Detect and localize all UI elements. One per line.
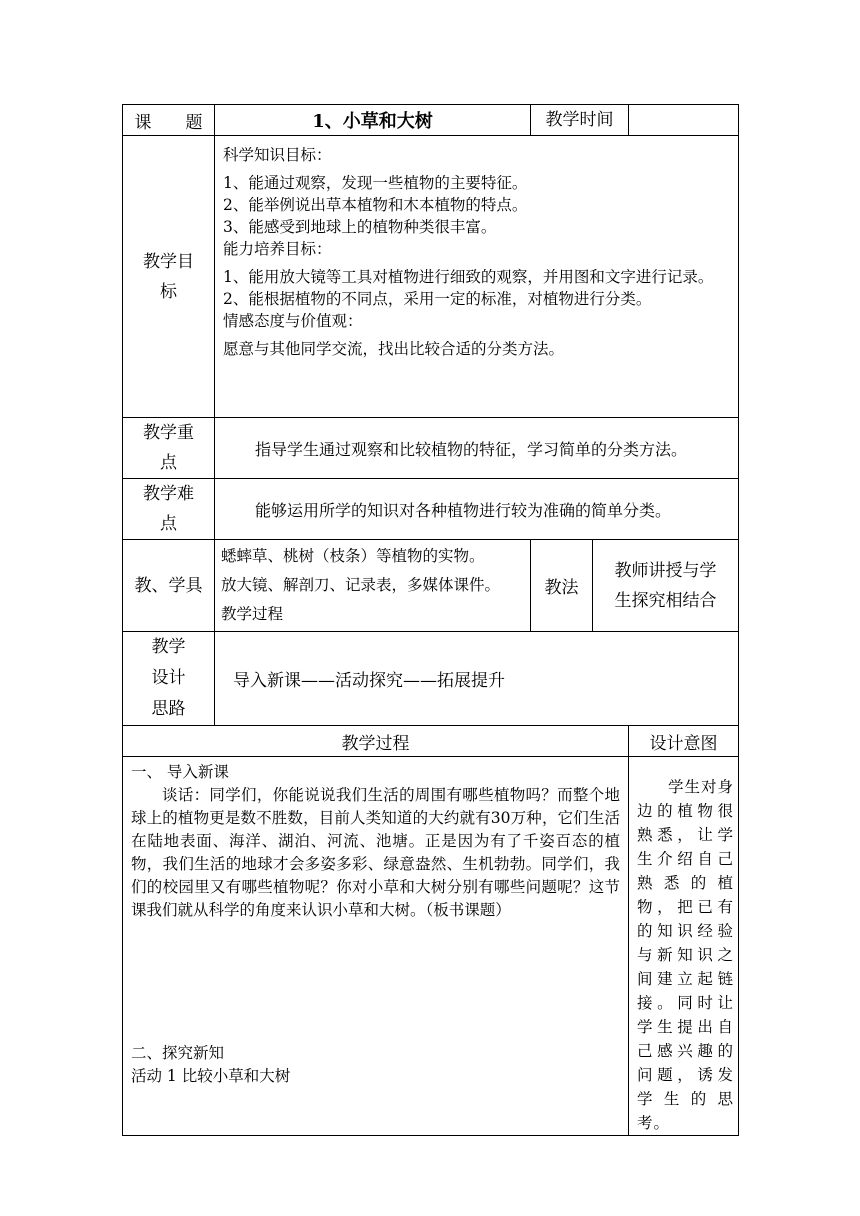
tools-label: 教、学具 <box>123 540 215 632</box>
process-content <box>123 757 629 1136</box>
section-heading-intro: 一、 导入新课 <box>131 763 229 781</box>
design-text: 导入新课——活动探究——拓展提升 <box>215 632 739 726</box>
key-point-label-line1: 教学重 <box>143 423 194 443</box>
intent-header: 设计意图 <box>629 726 739 757</box>
difficulty-text: 能够运用所学的知识对各种植物进行较为准确的简单分类。 <box>215 479 739 540</box>
goals-label-line1: 教学目 <box>143 251 194 272</box>
intent-text: 学生对身边的植物很熟悉，让学生介绍自己熟悉的植物，把已有的知识经验与新知识之间建立起链接。同时让学生提出自己感兴趣的问题，诱发学生的思考。 <box>637 778 735 1132</box>
header-row <box>123 105 739 136</box>
difficulty-label-line1: 教学难 <box>143 484 194 504</box>
design-label-line: 设计 <box>151 668 186 688</box>
design-label-line: 思路 <box>151 699 186 719</box>
science-goal-item: 2、能举例说出草本植物和木本植物的特点。 <box>223 196 528 214</box>
goals-label-line2: 标 <box>160 281 177 302</box>
ability-goal-item: 2、能根据植物的不同点，采用一定的标准，对植物进行分类。 <box>223 290 652 308</box>
lesson-plan-table <box>122 104 739 1136</box>
process-row <box>123 757 739 1136</box>
design-label-line: 教学 <box>151 637 186 657</box>
method-label: 教法 <box>531 540 593 632</box>
subject-label-right: 题 <box>185 112 203 133</box>
time-value[interactable] <box>629 105 739 136</box>
key-point-text: 指导学生通过观察和比较植物的特征，学习简单的分类方法。 <box>215 418 739 479</box>
goals-content <box>215 136 739 418</box>
lesson-title: 1、小草和大树 <box>215 105 531 136</box>
emotion-goals-heading: 情感态度与价值观： <box>223 312 363 330</box>
goals-label <box>123 136 215 418</box>
tools-line: 蟋蟀草、桃树（枝条）等植物的实物。 <box>221 547 485 565</box>
subject-label <box>123 105 215 136</box>
process-header: 教学过程 <box>123 726 629 757</box>
emotion-goal-item: 愿意与其他同学交流，找出比较合适的分类方法。 <box>223 340 565 358</box>
key-point-label-line2: 点 <box>160 453 177 473</box>
science-goal-item: 1、能通过观察，发现一些植物的主要特征。 <box>223 174 528 192</box>
tools-line: 放大镜、解剖刀、记录表，多媒体课件。 <box>221 576 501 594</box>
key-point-row <box>123 418 739 479</box>
tools-row <box>123 540 739 632</box>
method-value-line1: 教师讲授与学 <box>614 560 717 581</box>
design-label <box>123 632 215 726</box>
method-value <box>593 540 739 632</box>
section-heading-explore: 二、探究新知 <box>131 1044 225 1062</box>
activity-heading: 活动 1 比较小草和大树 <box>131 1067 291 1085</box>
tools-line: 教学过程 <box>221 605 284 623</box>
blank-space <box>131 922 620 1042</box>
design-row <box>123 632 739 726</box>
time-label: 教学时间 <box>531 105 629 136</box>
tools-content <box>215 540 531 632</box>
science-goal-item: 3、能感受到地球上的植物种类很丰富。 <box>223 218 497 236</box>
process-header-row <box>123 726 739 757</box>
difficulty-label <box>123 479 215 540</box>
difficulty-row <box>123 479 739 540</box>
intro-paragraph: 谈话：同学们，你能说说我们生活的周围有哪些植物吗？而整个地球上的植物更是数不胜数，目前人类知道的大约就有30万种，它们生活在陆地表面、海洋、湖泊、河流、池塘。正是因为有了千姿百态的植物，我们生活的地球才会多姿多彩、绿意盎然、生机勃勃。同学们，我们的校园里又有哪些植物呢？你对小草和大树分别有哪些问题呢？这节课我们就从科学的角度来认识小草和大树。（板书课题） <box>131 786 621 919</box>
ability-goals-heading: 能力培养目标： <box>223 240 332 258</box>
subject-label-left: 课 <box>134 112 152 133</box>
method-value-line2: 生探究相结合 <box>614 590 717 611</box>
intent-content <box>629 757 739 1136</box>
lesson-plan-sheet <box>122 104 738 1136</box>
science-goals-heading: 科学知识目标： <box>223 146 332 164</box>
difficulty-label-line2: 点 <box>160 514 177 534</box>
goals-row <box>123 136 739 418</box>
ability-goal-item: 1、能用放大镜等工具对植物进行细致的观察，并用图和文字进行记录。 <box>223 268 714 286</box>
key-point-label <box>123 418 215 479</box>
